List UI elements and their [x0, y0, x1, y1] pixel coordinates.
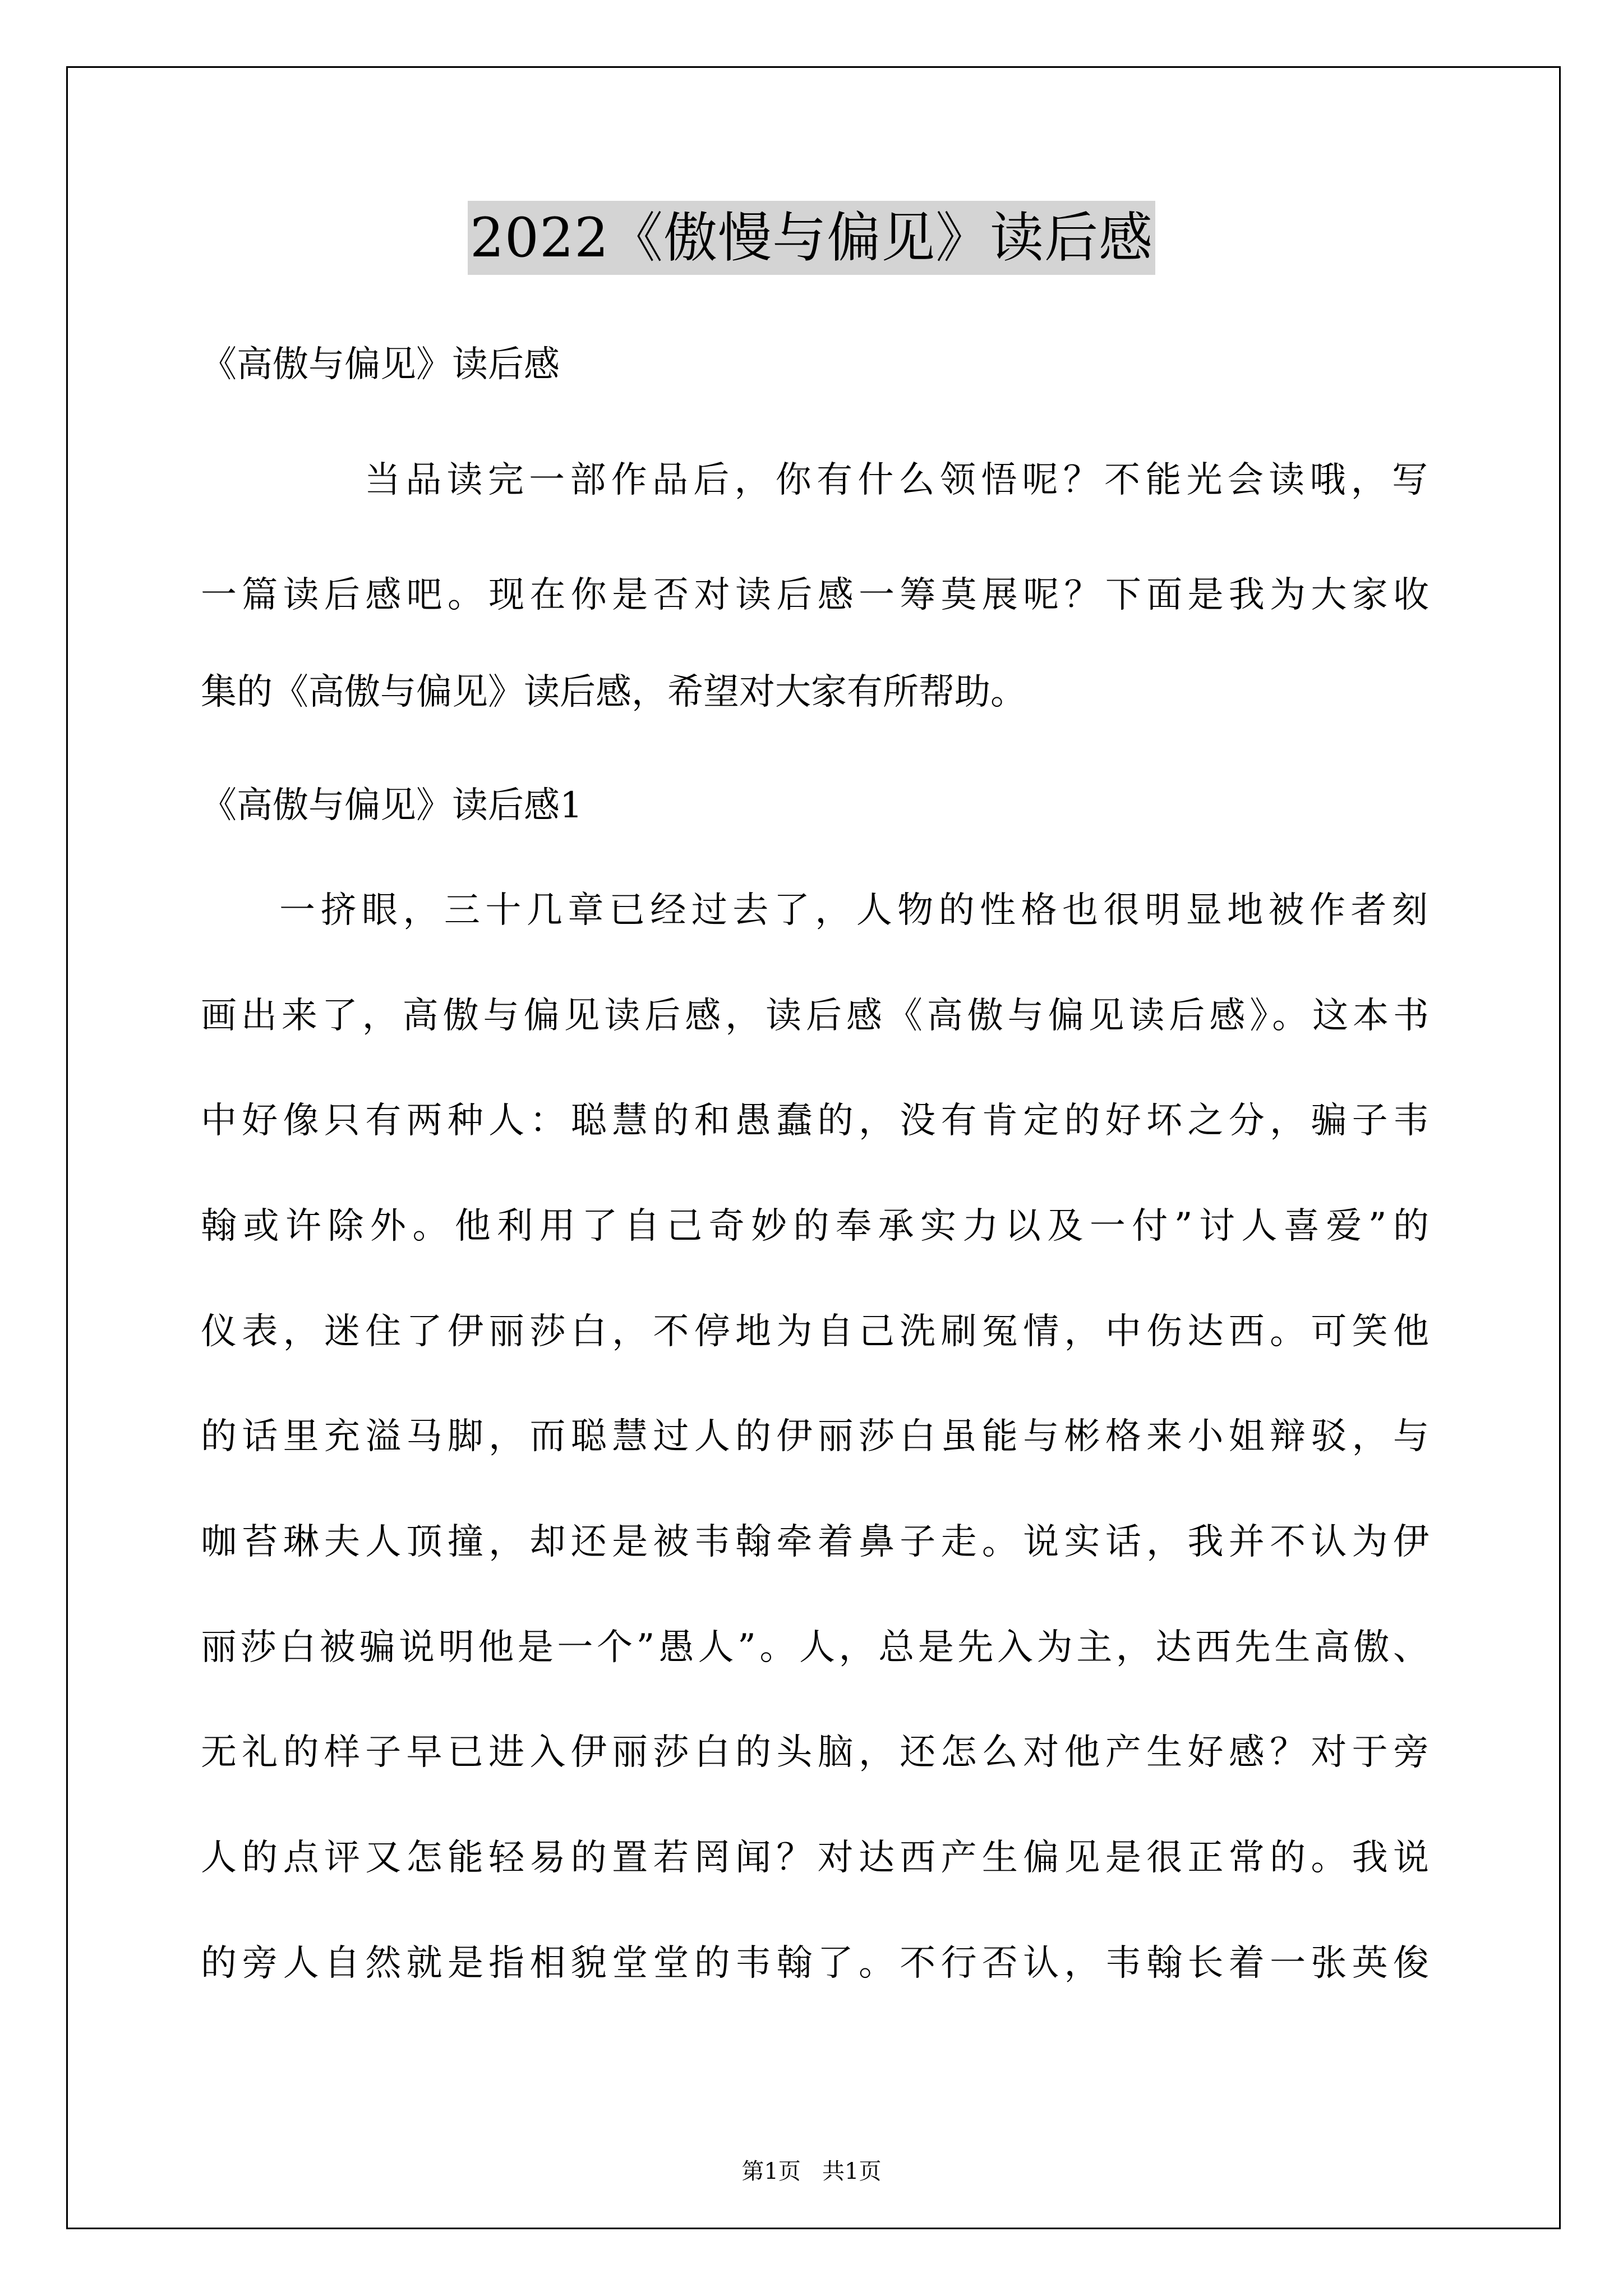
paragraph-line: 的旁人自然就是指相貌堂堂的韦翰了。不行否认，韦翰长着一张英俊: [201, 1943, 1429, 1984]
section-heading: 《高傲与偏见》读后感1: [201, 785, 583, 826]
page-border: [66, 66, 1561, 2229]
paragraph-line: 当品读完一部作品后，你有什么领悟呢？不能光会读哦，写: [365, 459, 1428, 501]
paragraph-line: 翰或许除外。他利用了自己奇妙的奉承实力以及一付”讨人喜爱”的: [201, 1205, 1429, 1247]
paragraph-line: 人的点评又怎能轻易的置若罔闻？对达西产生偏见是很正常的。我说: [201, 1837, 1429, 1879]
paragraph-line: 咖苔琳夫人顶撞，却还是被韦翰牵着鼻子走。说实话，我并不认为伊: [201, 1521, 1429, 1563]
paragraph-line: 丽莎白被骗说明他是一个”愚人”。人，总是先入为主，达西先生高傲、: [201, 1627, 1429, 1668]
paragraph-line: 仪表，迷住了伊丽莎白，不停地为自己洗刷冤情，中伤达西。可笑他: [201, 1311, 1429, 1352]
title-container: [0, 201, 1623, 275]
paragraph-line: 一挤眼，三十几章已经过去了，人物的性格也很明显地被作者刻: [279, 890, 1428, 931]
paragraph-line: 的话里充溢马脚，而聪慧过人的伊丽莎白虽能与彬格来小姐辩驳，与: [201, 1416, 1429, 1457]
section-heading: 《高傲与偏见》读后感: [201, 344, 560, 385]
paragraph-line: 一篇读后感吧。现在你是否对读后感一筹莫展呢？下面是我为大家收: [201, 574, 1429, 616]
document-title: 2022《傲慢与偏见》读后感: [468, 201, 1155, 275]
paragraph-line: 集的《高傲与偏见》读后感，希望对大家有所帮助。: [201, 671, 1026, 713]
paragraph-line: 画出来了，高傲与偏见读后感，读后感《高傲与偏见读后感》。这本书: [201, 995, 1429, 1037]
page-footer: 第1页 共1页: [741, 2159, 882, 2184]
paragraph-line: 中好像只有两种人：聪慧的和愚蠢的，没有肯定的好坏之分，骗子韦: [201, 1100, 1429, 1142]
paragraph-line: 无礼的样子早已进入伊丽莎白的头脑，还怎么对他产生好感？对于旁: [201, 1732, 1429, 1773]
